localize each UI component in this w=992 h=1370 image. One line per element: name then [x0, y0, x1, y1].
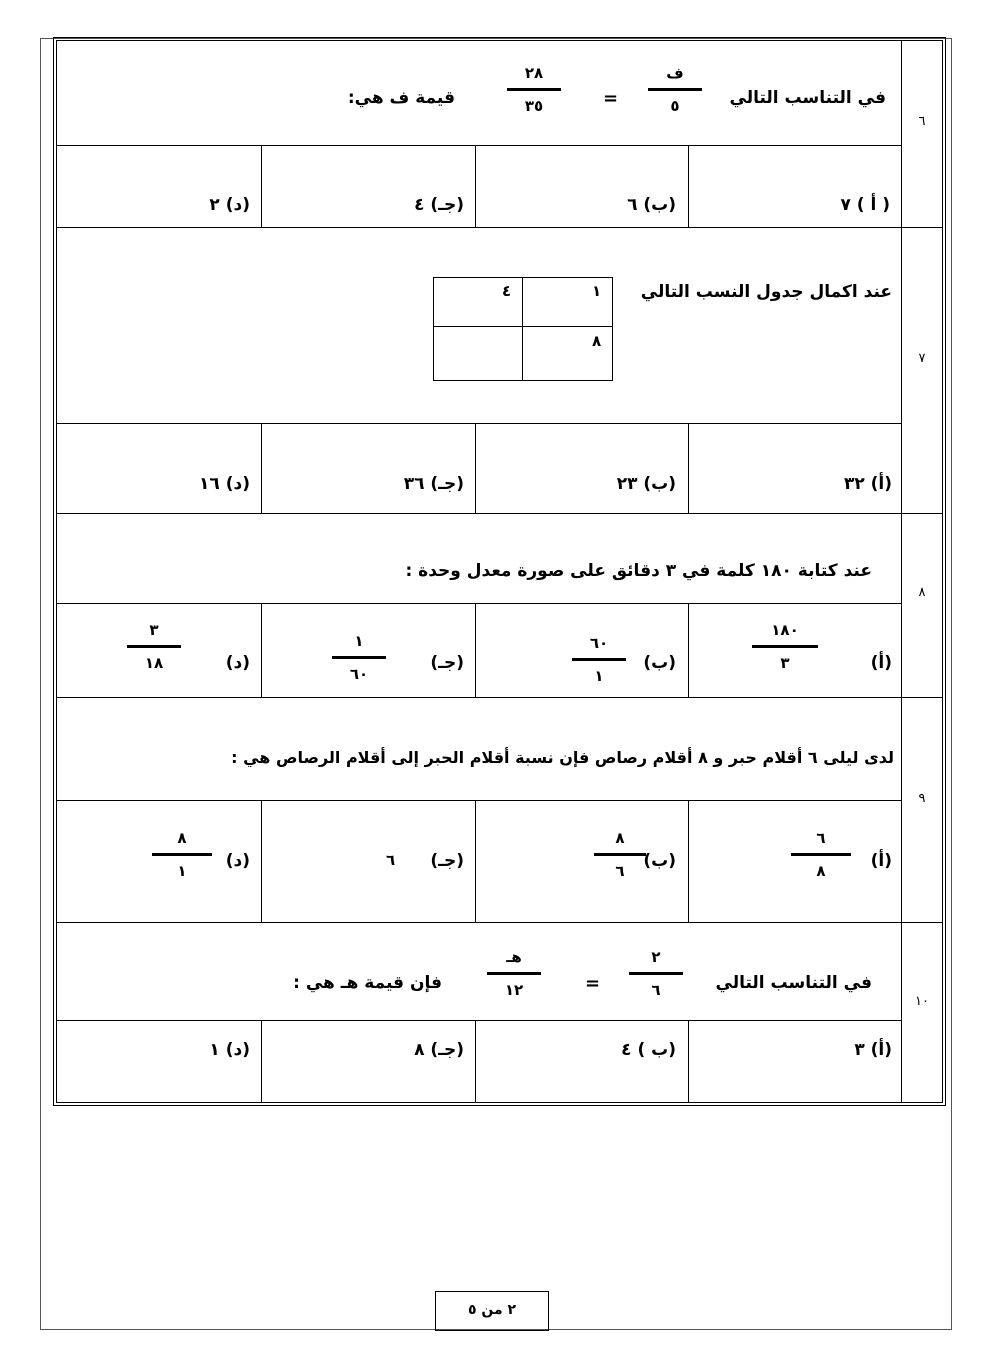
row-divider — [56, 423, 901, 424]
row-divider — [56, 513, 943, 514]
question-prompt: في التناسب التالي — [715, 973, 872, 993]
option-d[interactable]: (د) ١٦ — [199, 474, 250, 494]
fraction-numerator: ٨ — [615, 829, 625, 847]
option-b-fraction — [572, 636, 626, 684]
option-a-label[interactable]: (أ) — [870, 851, 892, 871]
question-prompt: لدى ليلى ٦ أقلام حبر و ٨ أقلام رصاص فإن نسبة أقلام الحبر إلى أقلام الرصاص هي : — [231, 748, 894, 767]
option-divider — [261, 603, 262, 697]
question-number: ٨ — [918, 585, 926, 600]
option-a[interactable]: (أ) ٣٢ — [843, 474, 892, 494]
row-divider — [56, 922, 943, 923]
fraction — [487, 950, 541, 998]
option-divider — [475, 423, 476, 513]
option-divider — [688, 423, 689, 513]
question-number: ١٠ — [915, 994, 929, 1009]
fraction-denominator: ١٨ — [144, 654, 164, 672]
option-d-label[interactable]: (د) — [225, 653, 250, 673]
fraction-numerator: ٦ — [816, 829, 826, 847]
fraction-denominator: ٣ — [780, 654, 790, 672]
option-divider — [688, 145, 689, 227]
fraction-denominator: ١ — [177, 862, 187, 880]
option-d-label[interactable]: (د) — [225, 851, 250, 871]
option-divider — [261, 145, 262, 227]
fraction — [629, 950, 683, 998]
fraction-denominator: ٦ — [651, 981, 661, 999]
option-divider — [688, 800, 689, 922]
option-divider — [688, 603, 689, 697]
option-divider — [261, 800, 262, 922]
question-number: ٩ — [918, 791, 926, 806]
option-divider — [475, 603, 476, 697]
option-b[interactable]: (ب) ٦ — [627, 195, 676, 215]
option-divider — [475, 1020, 476, 1103]
fraction — [507, 66, 561, 114]
question-prompt: عند اكمال جدول النسب التالي — [640, 282, 892, 302]
option-divider — [261, 423, 262, 513]
ratio-table-cell: ١ — [592, 282, 602, 300]
row-divider — [56, 800, 901, 801]
equals-sign: = — [585, 973, 601, 994]
fraction-denominator: ٥ — [670, 97, 680, 115]
option-d[interactable]: (د) ٢ — [209, 195, 250, 215]
fraction-denominator: ٦ — [615, 862, 625, 880]
option-d[interactable]: (د) ١ — [209, 1040, 250, 1060]
row-divider — [56, 697, 943, 698]
option-c-label[interactable]: (جـ) — [430, 653, 464, 673]
fraction-numerator: ٨ — [177, 829, 187, 847]
fraction-numerator: ٣ — [149, 621, 159, 639]
fraction-numerator: ٢٨ — [524, 64, 544, 82]
option-c-fraction — [332, 634, 386, 682]
question-suffix: فإن قيمة هـ هي : — [293, 973, 442, 993]
fraction-numerator: ٦٠ — [589, 634, 609, 652]
question-prompt: عند كتابة ١٨٠ كلمة في ٣ دقائق على صورة معدل وحدة : — [405, 561, 872, 581]
option-divider — [261, 1020, 262, 1103]
option-c[interactable]: (جـ) ٣٦ — [403, 474, 464, 494]
option-b-label[interactable]: (ب) — [643, 653, 676, 673]
fraction-numerator: هـ — [506, 948, 522, 966]
row-divider — [56, 145, 901, 146]
option-divider — [475, 800, 476, 922]
option-a[interactable]: ( أ ) ٧ — [840, 195, 890, 215]
option-b[interactable]: (ب ) ٤ — [621, 1040, 676, 1060]
number-column-divider — [901, 40, 902, 1103]
option-c[interactable]: (جـ) ٤ — [414, 195, 464, 215]
fraction — [648, 66, 702, 114]
page-number-box — [435, 1291, 549, 1331]
fraction-denominator: ٦٠ — [349, 665, 369, 683]
fraction-denominator: ٣٥ — [524, 97, 544, 115]
option-divider — [475, 145, 476, 227]
row-divider — [56, 1020, 901, 1021]
row-divider — [56, 603, 901, 604]
fraction-denominator: ٨ — [816, 862, 826, 880]
option-b[interactable]: (ب) ٢٣ — [616, 474, 676, 494]
question-number: ٦ — [918, 114, 926, 129]
question-number: ٧ — [918, 351, 926, 366]
equals-sign: = — [603, 88, 619, 109]
option-b-fraction — [594, 831, 646, 879]
option-c-value: ٦ — [386, 851, 396, 869]
question-suffix: قيمة ف هي: — [347, 88, 455, 108]
ratio-table — [433, 277, 613, 381]
fraction-numerator: ١٨٠ — [771, 621, 799, 639]
option-a-fraction — [752, 623, 818, 671]
fraction-denominator: ١ — [594, 667, 604, 685]
fraction-numerator: ف — [666, 64, 684, 82]
row-divider — [56, 227, 943, 228]
question-prompt: في التناسب التالي — [729, 88, 886, 108]
fraction-numerator: ١ — [354, 632, 364, 650]
option-c[interactable]: (جـ) ٨ — [414, 1040, 464, 1060]
ratio-table-cell: ٤ — [502, 282, 512, 300]
option-a-fraction — [791, 831, 851, 879]
option-a-label[interactable]: (أ) — [870, 653, 892, 673]
option-divider — [688, 1020, 689, 1103]
fraction-numerator: ٢ — [651, 948, 661, 966]
ratio-table-cell: ٨ — [592, 332, 602, 350]
option-d-fraction — [127, 623, 181, 671]
option-d-fraction — [152, 831, 212, 879]
option-a[interactable]: (أ) ٣ — [854, 1040, 892, 1060]
fraction-denominator: ١٢ — [504, 981, 524, 999]
option-b-label[interactable]: (ب) — [643, 851, 676, 871]
page-number: ٢ من ٥ — [467, 1302, 517, 1318]
option-c-label[interactable]: (جـ) — [430, 851, 464, 871]
